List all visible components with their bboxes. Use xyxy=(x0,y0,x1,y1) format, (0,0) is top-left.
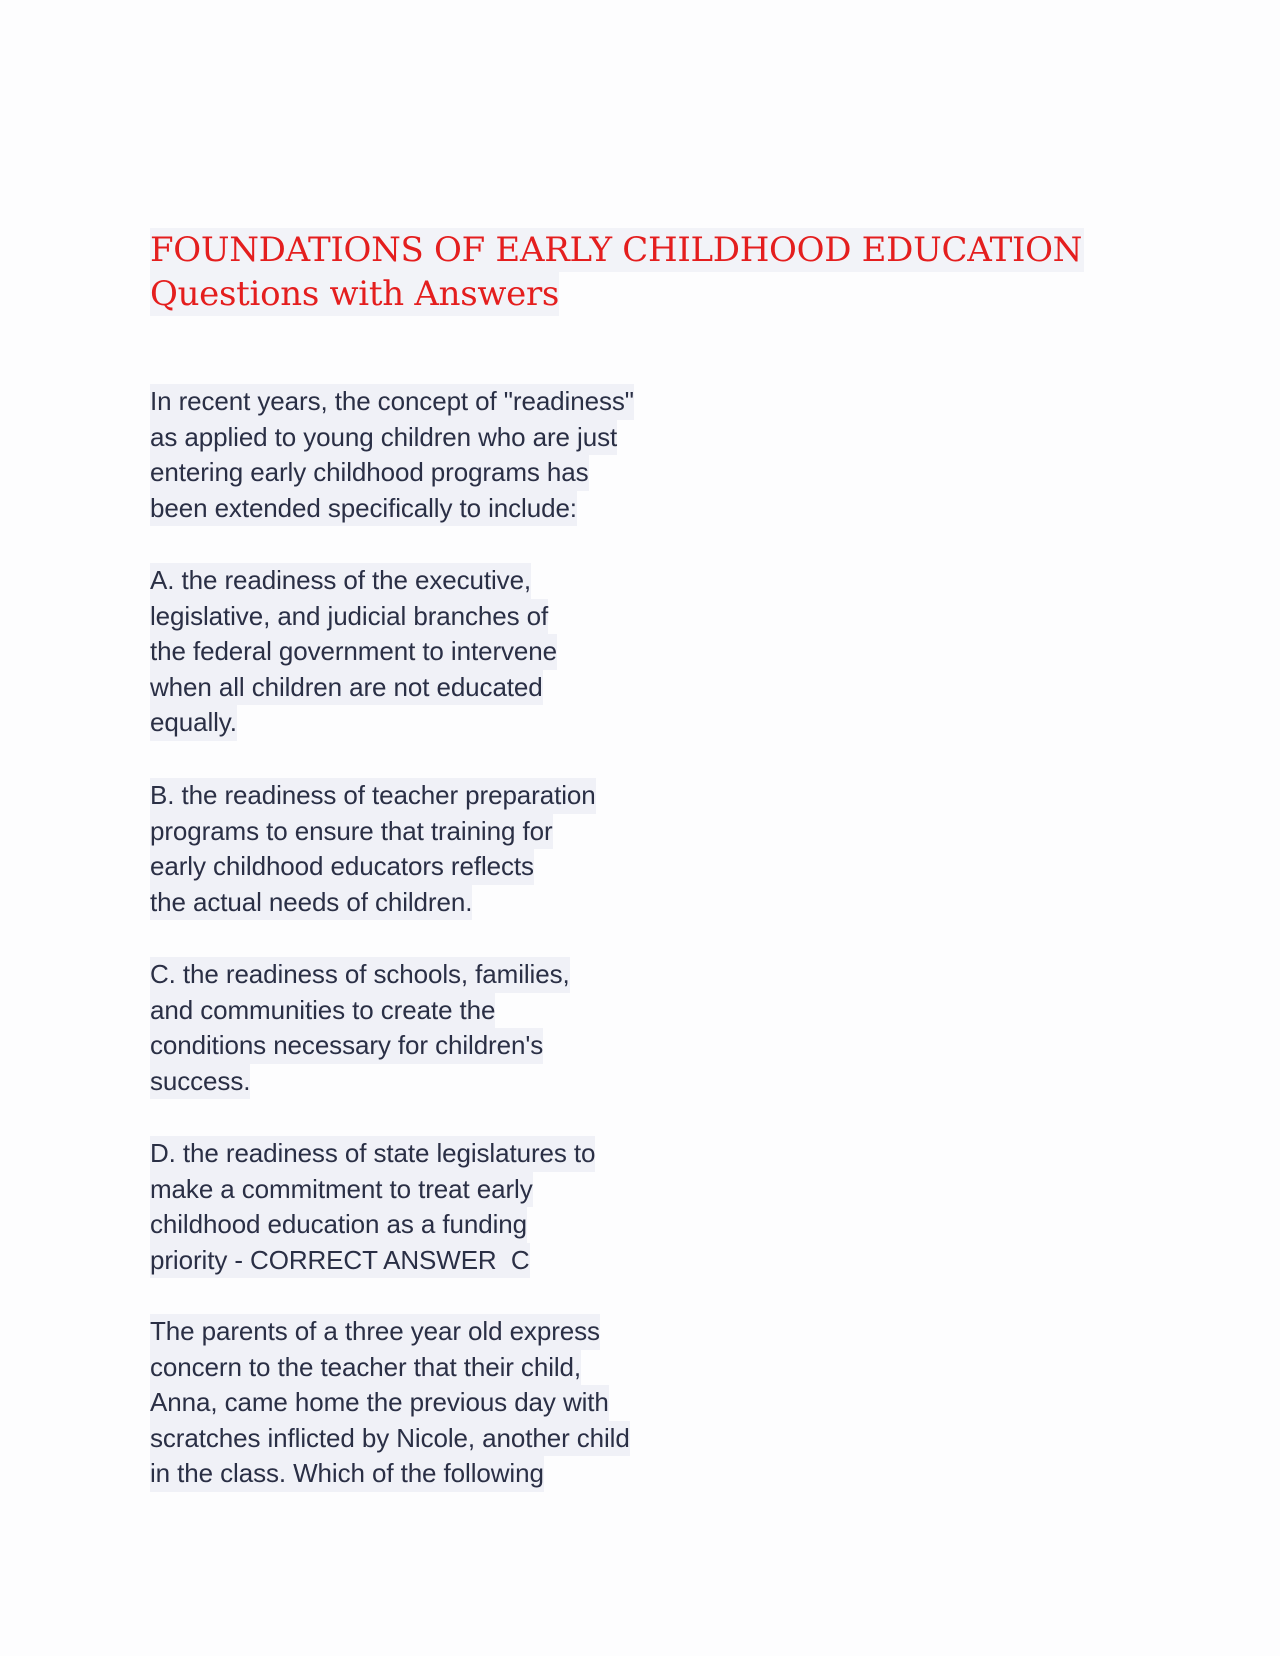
text-line: make a commitment to treat early xyxy=(150,1172,533,1208)
title-line-1: FOUNDATIONS OF EARLY CHILDHOOD EDUCATION xyxy=(150,230,1083,270)
text-line: legislative, and judicial branches of xyxy=(150,599,548,635)
title-line-2: Questions with Answers xyxy=(150,274,560,314)
text-line: and communities to create the xyxy=(150,993,495,1029)
text-line: entering early childhood programs has xyxy=(150,455,589,491)
text-line: The parents of a three year old express xyxy=(150,1314,600,1350)
text-line: programs to ensure that training for xyxy=(150,814,553,850)
text-line: Anna, came home the previous day with xyxy=(150,1385,609,1421)
text-line: childhood education as a funding xyxy=(150,1207,527,1243)
question-2-stem xyxy=(150,1314,630,1492)
text-line: equally. xyxy=(150,705,237,741)
text-line: in the class. Which of the following xyxy=(150,1456,544,1492)
text-line: conditions necessary for children's xyxy=(150,1028,543,1064)
question-1-stem xyxy=(150,384,634,526)
text-line: D. the readiness of state legislatures to xyxy=(150,1136,595,1172)
text-line: concern to the teacher that their child, xyxy=(150,1350,581,1386)
correct-answer-line: priority - CORRECT ANSWER C xyxy=(150,1243,530,1279)
document-title xyxy=(150,228,1084,316)
text-line: success. xyxy=(150,1064,250,1100)
text-line: been extended specifically to include: xyxy=(150,491,577,527)
question-1-option-c xyxy=(150,957,570,1099)
text-line: early childhood educators reflects xyxy=(150,849,534,885)
text-line: as applied to young children who are just xyxy=(150,420,617,456)
question-1-option-d xyxy=(150,1136,595,1278)
text-line: the actual needs of children. xyxy=(150,885,472,921)
text-line: scratches inflicted by Nicole, another child xyxy=(150,1421,630,1457)
question-1-option-a xyxy=(150,563,557,741)
text-line: In recent years, the concept of "readiness" xyxy=(150,384,634,420)
text-line: the federal government to intervene xyxy=(150,634,557,670)
text-line: A. the readiness of the executive, xyxy=(150,563,531,599)
text-line: B. the readiness of teacher preparation xyxy=(150,778,596,814)
question-1-option-b xyxy=(150,778,596,920)
text-line: when all children are not educated xyxy=(150,670,543,706)
text-line: C. the readiness of schools, families, xyxy=(150,957,570,993)
